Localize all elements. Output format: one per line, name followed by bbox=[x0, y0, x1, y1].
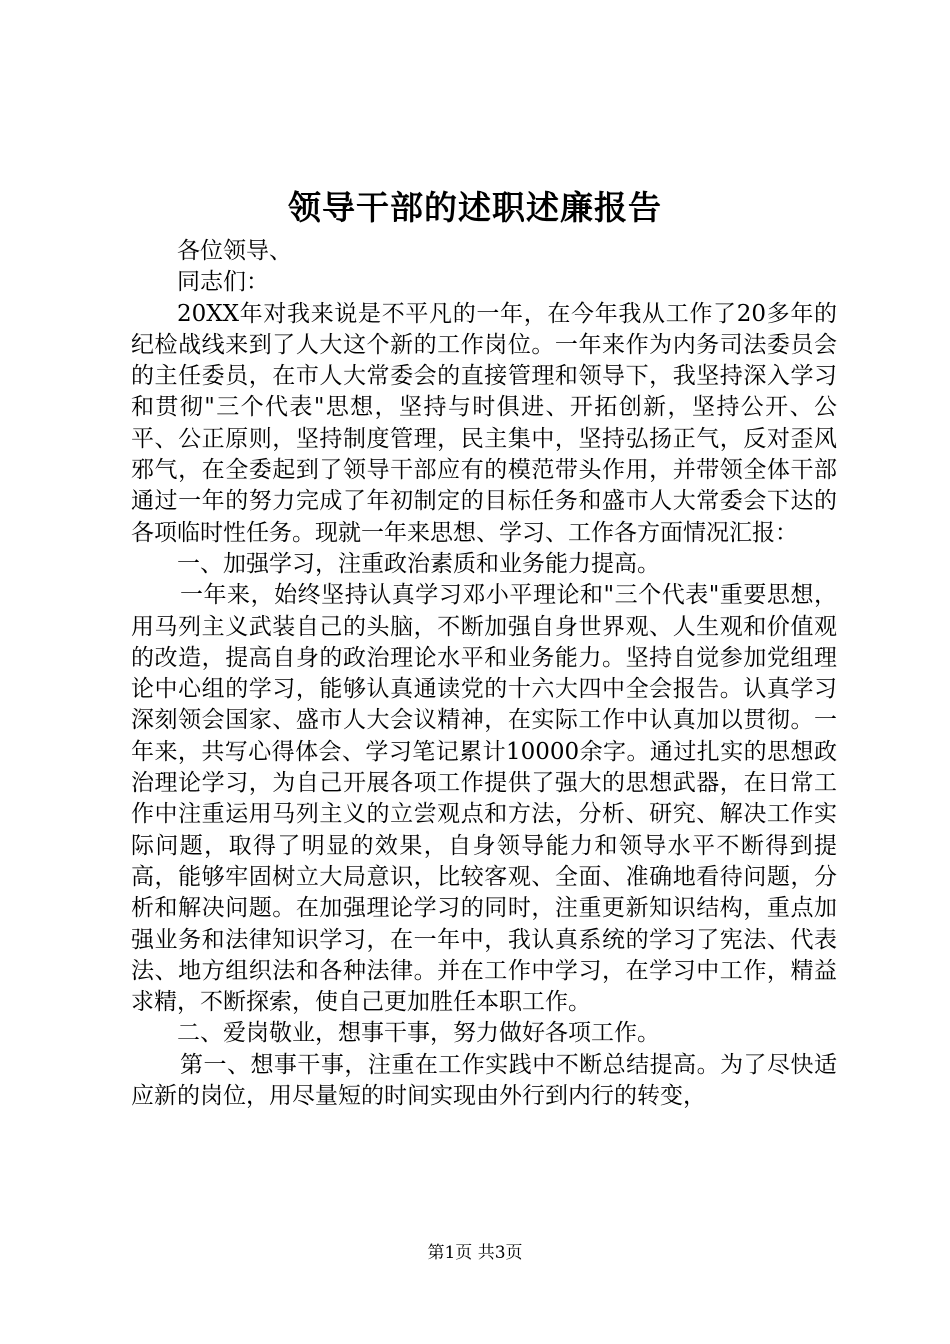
salutation-line-1: 各位领导、 bbox=[177, 238, 292, 264]
section-2-paragraph: 第一、想事干事，注重在工作实践中不断总结提高。为了尽快适应新的岗位，用尽量短的时间实现由外行到内行的转变， bbox=[131, 1051, 837, 1110]
section-heading-2: 二、爱岗敬业，想事干事，努力做好各项工作。 bbox=[177, 1020, 660, 1047]
section-heading-1: 一、加强学习，注重政治素质和业务能力提高。 bbox=[177, 550, 660, 577]
document-body bbox=[131, 236, 837, 1112]
salutation-line-2: 同志们： bbox=[177, 269, 269, 296]
section-1-paragraph: 一年来，始终坚持认真学习邓小平理论和"三个代表"重要思想，用马列主义武装自己的头脑，不断加强自身世界观、人生观和价值观的改造，提高自身的政治理论水平和业务能力。坚持自觉参加党组理论中心组的学习，能够认真通读党的十六大四中全会报告。认真学习深刻领会国家、盛市人大会议精神，在实际工作中认真加以贯彻。一年来，共写心得体会、学习笔记累计10000余字。通过扎实的思想政治理论学习，为自己开展各项工作提供了强大的思想武器，在日常工作中注重运用马列主义的立尝观点和方法，分析、研究、解决工作实际问题，取得了明显的效果，自身领导能力和领导水平不断得到提高，能够牢固树立大局意识，比较客观、全面、准确地看待问题，分析和解决问题。在加强理论学习的同时，注重更新知识结构，重点加强业务和法律知识学习，在一年中，我认真系统的学习了宪法、代表法、地方组织法和各种法律。并在工作中学习，在学习中工作，精益求精，不断探索，使自己更加胜任本职工作。 bbox=[131, 582, 837, 1016]
page-number-footer: 第1页 共3页 bbox=[427, 1243, 523, 1263]
page-title: 领导干部的述职述廉报告 bbox=[288, 188, 662, 227]
intro-paragraph: 20XX年对我来说是不平凡的一年，在今年我从工作了20多年的纪检战线来到了人大这个新的工作岗位。一年来作为内务司法委员会的主任委员，在市人大常委会的直接管理和领导下，我坚持深入学习和贯彻"三个代表"思想，坚持与时俱进、开拓创新，坚持公开、公平、公正原则，坚持制度管理，民主集中，坚持弘扬正气，反对歪风邪气，在全委起到了领导干部应有的模范带头作用，并带领全体干部通过一年的努力完成了年初制定的目标任务和盛市人大常委会下达的各项临时性任务。现就一年来思想、学习、工作各方面情况汇报： bbox=[131, 300, 837, 546]
